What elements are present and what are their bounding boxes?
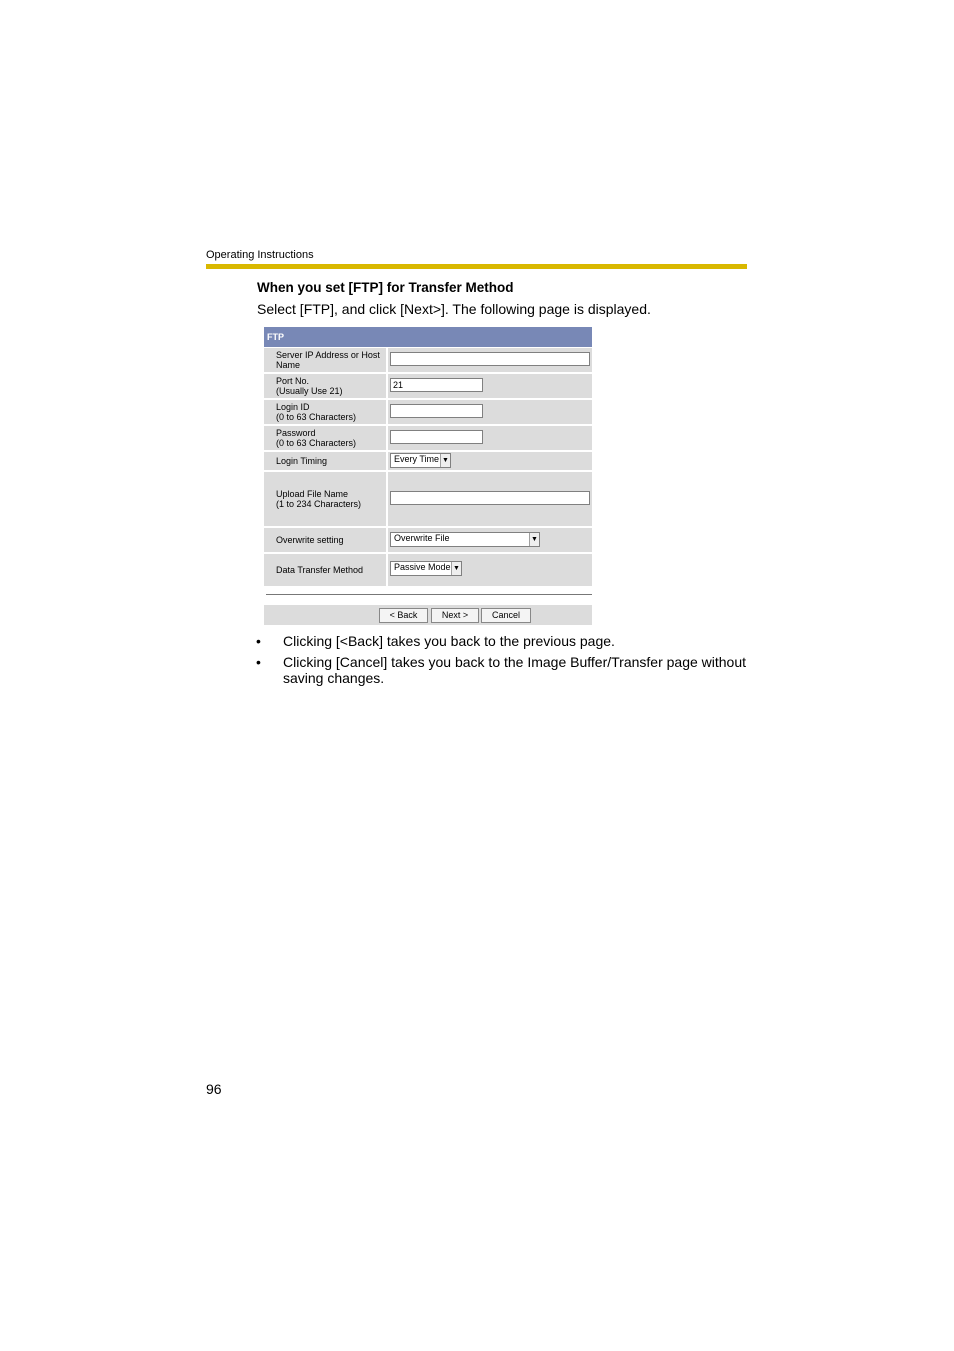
label-login-id: Login ID (0 to 63 Characters) bbox=[264, 400, 386, 424]
next-button[interactable]: Next > bbox=[431, 608, 479, 623]
page-number: 96 bbox=[206, 1081, 222, 1097]
ftp-title-bar: FTP bbox=[264, 327, 592, 347]
ftp-settings-panel bbox=[263, 326, 593, 626]
port-input[interactable]: 21 bbox=[390, 378, 483, 392]
bullet-icon: • bbox=[256, 654, 261, 670]
row-data-transfer-method bbox=[264, 554, 592, 586]
section-title: When you set [FTP] for Transfer Method bbox=[257, 280, 514, 295]
label-password: Password (0 to 63 Characters) bbox=[264, 426, 386, 450]
label-port: Port No. (Usually Use 21) bbox=[264, 374, 386, 398]
password-input[interactable] bbox=[390, 430, 483, 444]
server-ip-input[interactable] bbox=[390, 352, 590, 366]
row-server-ip bbox=[264, 348, 592, 372]
list-item: • Clicking [<Back] takes you back to the previous page. bbox=[256, 633, 615, 649]
row-login-id bbox=[264, 400, 592, 424]
data-transfer-method-select[interactable]: Passive Mode ▼ bbox=[390, 561, 462, 576]
header-rule bbox=[206, 264, 747, 269]
row-overwrite-setting bbox=[264, 528, 592, 552]
label-login-timing: Login Timing bbox=[264, 452, 386, 470]
intro-text: Select [FTP], and click [Next>]. The following page is displayed. bbox=[257, 301, 651, 317]
label-overwrite-setting: Overwrite setting bbox=[264, 528, 386, 552]
overwrite-setting-select[interactable]: Overwrite File ▼ bbox=[390, 532, 540, 547]
chevron-down-icon: ▼ bbox=[451, 562, 461, 575]
label-upload-file-name: Upload File Name (1 to 234 Characters) bbox=[264, 472, 386, 526]
row-password bbox=[264, 426, 592, 450]
divider bbox=[266, 594, 592, 595]
bullet-list bbox=[256, 633, 756, 691]
bullet-icon: • bbox=[256, 633, 261, 649]
row-upload-file-name bbox=[264, 472, 592, 526]
list-item: • Clicking [Cancel] takes you back to the Image Buffer/Transfer page without saving changes. bbox=[256, 654, 747, 686]
header-label: Operating Instructions bbox=[206, 249, 314, 261]
upload-file-name-input[interactable] bbox=[390, 491, 590, 505]
cancel-button[interactable]: Cancel bbox=[481, 608, 531, 623]
login-timing-select[interactable]: Every Time ▼ bbox=[390, 453, 451, 468]
row-port bbox=[264, 374, 592, 398]
row-login-timing bbox=[264, 452, 592, 470]
login-id-input[interactable] bbox=[390, 404, 483, 418]
label-data-transfer-method: Data Transfer Method bbox=[264, 554, 386, 586]
button-bar bbox=[264, 605, 592, 625]
chevron-down-icon: ▼ bbox=[529, 533, 539, 546]
label-server-ip: Server IP Address or Host Name bbox=[264, 348, 386, 372]
chevron-down-icon: ▼ bbox=[440, 454, 450, 467]
back-button[interactable]: < Back bbox=[379, 608, 428, 623]
